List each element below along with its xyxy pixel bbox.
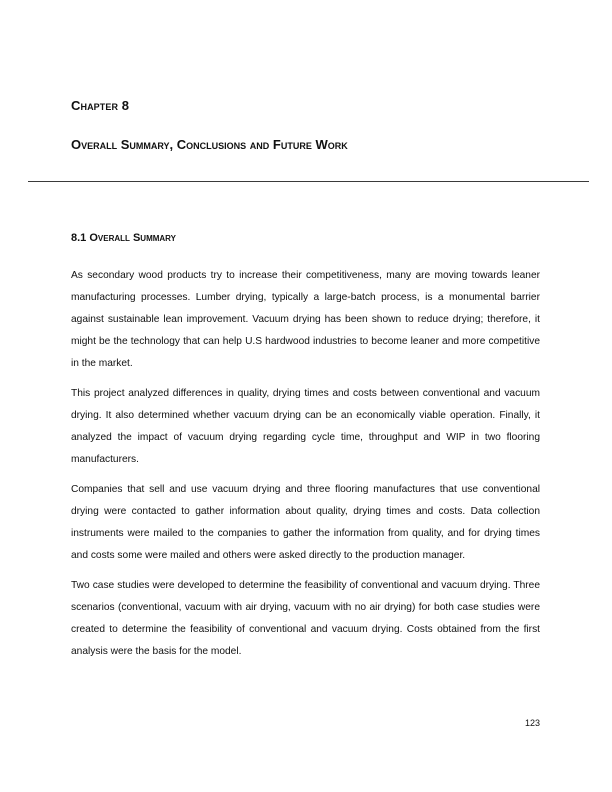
body-text [71,265,540,671]
paragraph-2: This project analyzed differences in quality, drying times and costs between conventional and vacuum drying. It also determined whether vacuum drying can be an economically viable operation. Finally, it analyzed the impact of vacuum drying regarding cycle time, throughput and WIP in two flooring manufacturers. [71,388,540,465]
paragraph-4: Two case studies were developed to determine the feasibility of conventional and vacuum drying. Three scenarios (conventional, vacuum with air drying, vacuum with no air drying) for both case studies were created to determine the feasibility of conventional and vacuum drying. Costs obtained from the first analysis were the basis for the model. [71,580,540,657]
paragraph-1: As secondary wood products try to increase their competitiveness, many are moving towards leaner manufacturing processes. Lumber drying, typically a large-batch process, is a monumental barrier against sustainable lean improvement. Vacuum drying has been shown to reduce drying; therefore, it might be the technology that can help U.S hardwood industries to become leaner and more competitive in the market. [71,270,540,369]
horizontal-rule [28,181,589,182]
chapter-title: Overall Summary, Conclusions and Future Work [71,137,348,152]
chapter-label: Chapter 8 [71,98,130,113]
paragraph-3: Companies that sell and use vacuum drying and three flooring manufactures that use conventional drying were contacted to gather information about quality, drying times and costs. Data collection instruments were mailed to the companies to gather the information from quality, and for drying times and costs some were mailed and others were asked directly to the production manager. [71,484,540,561]
section-heading: 8.1 Overall Summary [71,232,176,244]
page-number: 123 [524,718,540,728]
